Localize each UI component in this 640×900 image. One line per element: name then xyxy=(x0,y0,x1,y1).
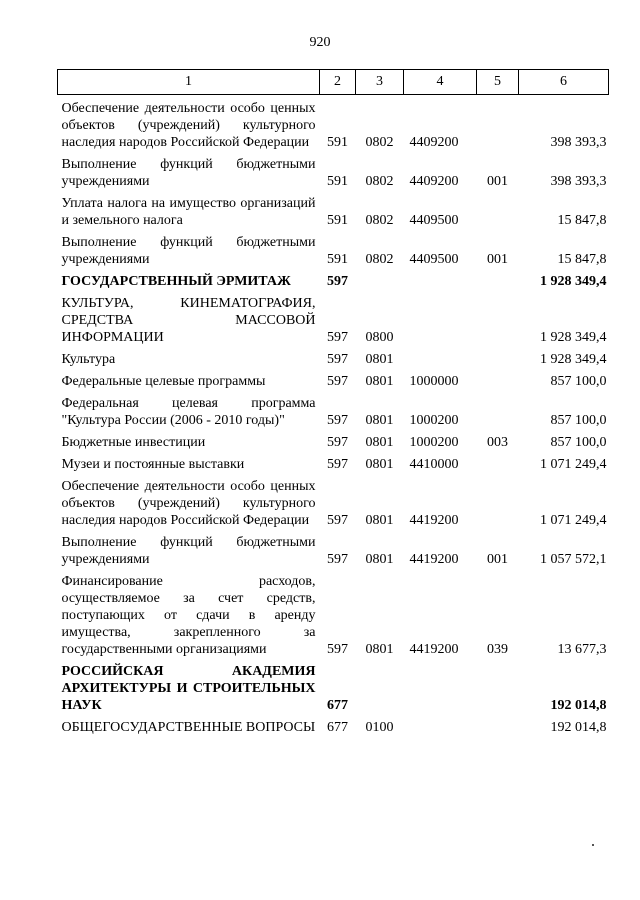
row-section-code-cell: 0801 xyxy=(365,457,394,472)
row-expense-type-cell xyxy=(477,714,519,736)
row-expense-type-cell: 003 xyxy=(487,435,508,450)
header-cell-1: 1 xyxy=(58,70,320,95)
row-name-cell: Обеспечение деятельности особо ценных объектов (учреждений) культурного наследия народов Российской Федерации xyxy=(61,101,316,150)
row-amount-cell: 1 057 572,1 xyxy=(540,552,607,567)
row-section-code-cell: 0801 xyxy=(365,352,394,367)
row-expense-type-cell xyxy=(477,190,519,229)
row-admin-code-cell: 597 xyxy=(327,435,348,450)
row-expense-type-cell xyxy=(477,473,519,529)
row-admin-code-cell: 597 xyxy=(327,642,348,657)
row-expense-type-cell: 001 xyxy=(487,552,508,567)
row-target-code-cell: 1000200 xyxy=(409,413,459,428)
row-name-cell: РОССИЙСКАЯ АКАДЕМИЯ АРХИТЕКТУРЫ И СТРОИТЕЛЬНЫХ НАУК xyxy=(61,664,316,713)
table-row xyxy=(58,529,609,568)
row-section-code-cell: 0801 xyxy=(365,374,394,389)
table-row xyxy=(58,451,609,473)
row-admin-code-cell: 597 xyxy=(327,274,348,289)
row-name-cell: Обеспечение деятельности особо ценных объектов (учреждений) культурного наследия народов Российской Федерации xyxy=(61,479,316,528)
row-target-code-cell xyxy=(404,714,477,736)
table-row xyxy=(58,190,609,229)
row-amount-cell: 857 100,0 xyxy=(550,435,607,450)
row-target-code-cell xyxy=(404,290,477,346)
row-target-code-cell: 4419200 xyxy=(409,513,459,528)
row-section-code-cell: 0801 xyxy=(365,413,394,428)
row-admin-code-cell: 597 xyxy=(327,457,348,472)
row-amount-cell: 398 393,3 xyxy=(550,174,607,189)
row-amount-cell: 192 014,8 xyxy=(550,698,607,713)
table-header xyxy=(58,70,609,95)
row-section-code-cell: 0100 xyxy=(365,720,394,735)
table-row xyxy=(58,429,609,451)
row-expense-type-cell xyxy=(477,368,519,390)
row-amount-cell: 1 928 349,4 xyxy=(540,330,607,345)
row-section-code-cell: 0800 xyxy=(365,330,394,345)
header-row xyxy=(58,70,609,95)
row-expense-type-cell: 001 xyxy=(487,174,508,189)
table-row xyxy=(58,390,609,429)
row-amount-cell: 857 100,0 xyxy=(550,374,607,389)
row-amount-cell: 1 928 349,4 xyxy=(540,274,607,289)
row-name-cell: Бюджетные инвестиции xyxy=(61,435,206,450)
table-row xyxy=(58,151,609,190)
row-target-code-cell xyxy=(404,346,477,368)
row-admin-code-cell: 597 xyxy=(327,374,348,389)
row-expense-type-cell xyxy=(477,290,519,346)
row-amount-cell: 1 928 349,4 xyxy=(540,352,607,367)
table-row xyxy=(58,95,609,152)
row-amount-cell: 15 847,8 xyxy=(557,252,607,267)
row-admin-code-cell: 597 xyxy=(327,513,348,528)
row-section-code-cell: 0801 xyxy=(365,552,394,567)
row-expense-type-cell: 039 xyxy=(487,642,508,657)
row-amount-cell: 1 071 249,4 xyxy=(540,457,607,472)
row-target-code-cell: 4409200 xyxy=(409,135,459,150)
row-target-code-cell: 4419200 xyxy=(409,552,459,567)
row-name-cell: Выполнение функций бюджетными учреждениями xyxy=(61,535,316,567)
row-admin-code-cell: 591 xyxy=(327,135,348,150)
row-section-code-cell: 0801 xyxy=(365,642,394,657)
page-number: 920 xyxy=(309,35,331,50)
row-amount-cell: 857 100,0 xyxy=(550,413,607,428)
row-admin-code-cell: 591 xyxy=(327,174,348,189)
row-admin-code-cell: 591 xyxy=(327,213,348,228)
row-expense-type-cell xyxy=(477,268,519,290)
row-name-cell: Выполнение функций бюджетными учреждениями xyxy=(61,235,316,267)
table-row xyxy=(58,473,609,529)
row-section-code-cell: 0802 xyxy=(365,135,394,150)
row-target-code-cell xyxy=(404,268,477,290)
row-expense-type-cell xyxy=(477,95,519,152)
table-row xyxy=(58,346,609,368)
row-expense-type-cell xyxy=(477,390,519,429)
row-name-cell: Музеи и постоянные выставки xyxy=(61,457,245,472)
row-amount-cell: 13 677,3 xyxy=(557,642,607,657)
row-section-code-cell: 0802 xyxy=(365,174,394,189)
row-admin-code-cell: 597 xyxy=(327,352,348,367)
row-name-cell: Федеральные целевые программы xyxy=(61,374,266,389)
header-cell-6: 6 xyxy=(519,70,609,95)
row-admin-code-cell: 677 xyxy=(327,720,348,735)
row-section-code-cell: 0801 xyxy=(365,513,394,528)
row-expense-type-cell xyxy=(477,451,519,473)
row-amount-cell: 1 071 249,4 xyxy=(540,513,607,528)
row-target-code-cell: 1000200 xyxy=(409,435,459,450)
table-row xyxy=(58,658,609,714)
row-amount-cell: 192 014,8 xyxy=(550,720,607,735)
budget-table xyxy=(57,69,609,736)
row-admin-code-cell: 677 xyxy=(327,698,348,713)
row-expense-type-cell: 001 xyxy=(487,252,508,267)
row-target-code-cell xyxy=(404,658,477,714)
row-name-cell: КУЛЬТУРА, КИНЕМАТОГРАФИЯ, СРЕДСТВА МАССОВОЙ ИНФОРМАЦИИ xyxy=(61,296,316,345)
row-name-cell: Уплата налога на имущество организаций и земельного налога xyxy=(61,196,316,228)
row-section-code-cell: 0802 xyxy=(365,213,394,228)
row-amount-cell: 398 393,3 xyxy=(550,135,607,150)
row-admin-code-cell: 597 xyxy=(327,330,348,345)
header-cell-5: 5 xyxy=(477,70,519,95)
table-row xyxy=(58,568,609,658)
row-name-cell: ГОСУДАРСТВЕННЫЙ ЭРМИТАЖ xyxy=(61,274,291,289)
row-section-code-cell xyxy=(356,268,404,290)
row-name-cell: Финансирование расходов, осуществляемое за счет средств, поступающих от сдачи в аренду имущества, закрепленного за государственными организациями xyxy=(61,574,316,657)
header-cell-2: 2 xyxy=(320,70,356,95)
row-expense-type-cell xyxy=(477,658,519,714)
row-target-code-cell: 1000000 xyxy=(409,374,459,389)
row-target-code-cell: 4419200 xyxy=(409,642,459,657)
table-row xyxy=(58,714,609,736)
row-target-code-cell: 4409200 xyxy=(409,174,459,189)
header-cell-4: 4 xyxy=(404,70,477,95)
row-section-code-cell xyxy=(356,658,404,714)
row-name-cell: Культура xyxy=(61,352,116,367)
row-section-code-cell: 0801 xyxy=(365,435,394,450)
row-target-code-cell: 4410000 xyxy=(409,457,459,472)
table-row xyxy=(58,229,609,268)
row-target-code-cell: 4409500 xyxy=(409,213,459,228)
row-admin-code-cell: 591 xyxy=(327,252,348,267)
row-name-cell: ОБЩЕГОСУДАРСТВЕННЫЕ ВОПРОСЫ xyxy=(61,720,316,735)
row-admin-code-cell: 597 xyxy=(327,552,348,567)
row-section-code-cell: 0802 xyxy=(365,252,394,267)
row-name-cell: Выполнение функций бюджетными учреждениями xyxy=(61,157,316,189)
header-cell-3: 3 xyxy=(356,70,404,95)
row-admin-code-cell: 597 xyxy=(327,413,348,428)
table-row xyxy=(58,368,609,390)
table-row xyxy=(58,290,609,346)
scan-mark xyxy=(592,844,594,846)
row-target-code-cell: 4409500 xyxy=(409,252,459,267)
table-body xyxy=(58,95,609,737)
row-name-cell: Федеральная целевая программа "Культура России (2006 - 2010 годы)" xyxy=(61,396,316,428)
row-amount-cell: 15 847,8 xyxy=(557,213,607,228)
table-row xyxy=(58,268,609,290)
row-expense-type-cell xyxy=(477,346,519,368)
